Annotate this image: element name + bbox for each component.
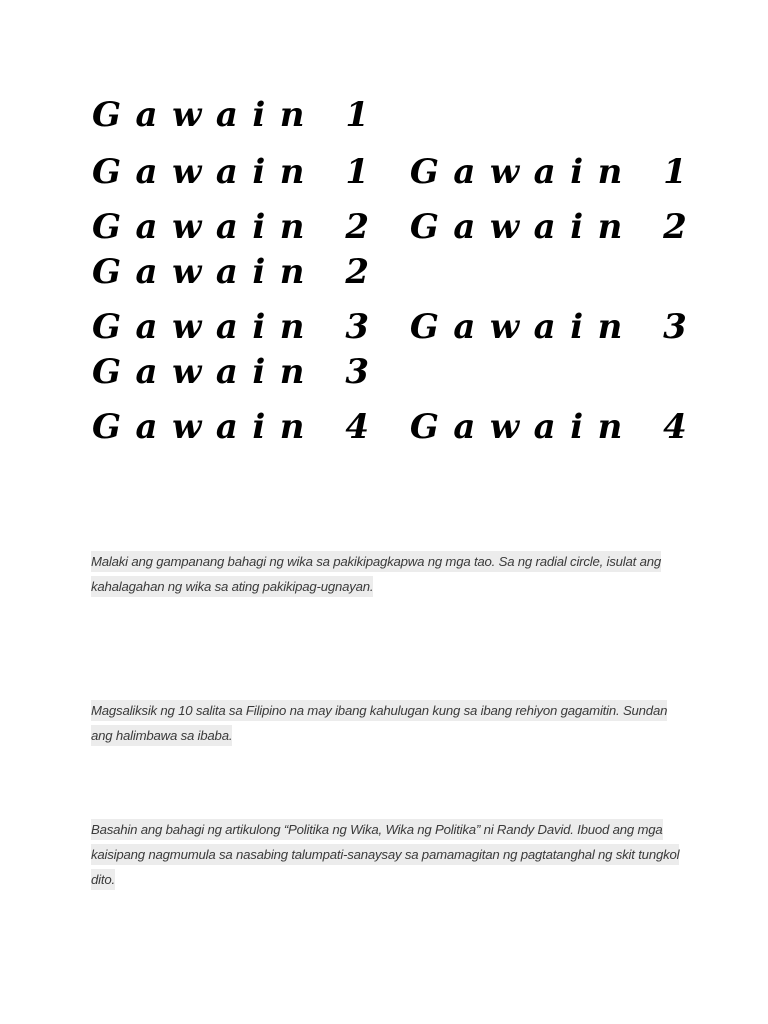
paragraph-gawain-3 (91, 817, 681, 892)
heading-line-1: Gawain 1 (92, 95, 384, 135)
paragraph-gawain-1 (91, 549, 681, 599)
heading-line-4: Gawain 2 (92, 252, 384, 292)
heading-line-6: Gawain 3 (92, 352, 384, 392)
paragraph-text: Magsaliksik ng 10 salita sa Filipino na may ibang kahulugan kung sa ibang rehiyon gagamitin. Sundan ang halimbawa sa ibaba. (91, 700, 667, 746)
paragraph-text: Basahin ang bahagi ng artikulong “Politika ng Wika, Wika ng Politika” ni Randy David. Ibuod ang mga kaisipang nagmumula sa nasabing talumpati-sanaysay sa pamamagitan ng pagtatanghal ng skit tungkol dito. (91, 819, 679, 890)
paragraph-gawain-2 (91, 698, 681, 748)
heading-line-3: Gawain 2 Gawain 2 (92, 207, 702, 247)
paragraph-text: Malaki ang gampanang bahagi ng wika sa pakikipagkapwa ng mga tao. Sa ng radial circle, isulat ang kahalagahan ng wika sa ating pakikipag-ugnayan. (91, 551, 661, 597)
heading-line-2: Gawain 1 Gawain 1 (92, 152, 702, 192)
heading-line-5: Gawain 3 Gawain 3 (92, 307, 702, 347)
heading-line-7: Gawain 4 Gawain 4 (92, 407, 702, 447)
